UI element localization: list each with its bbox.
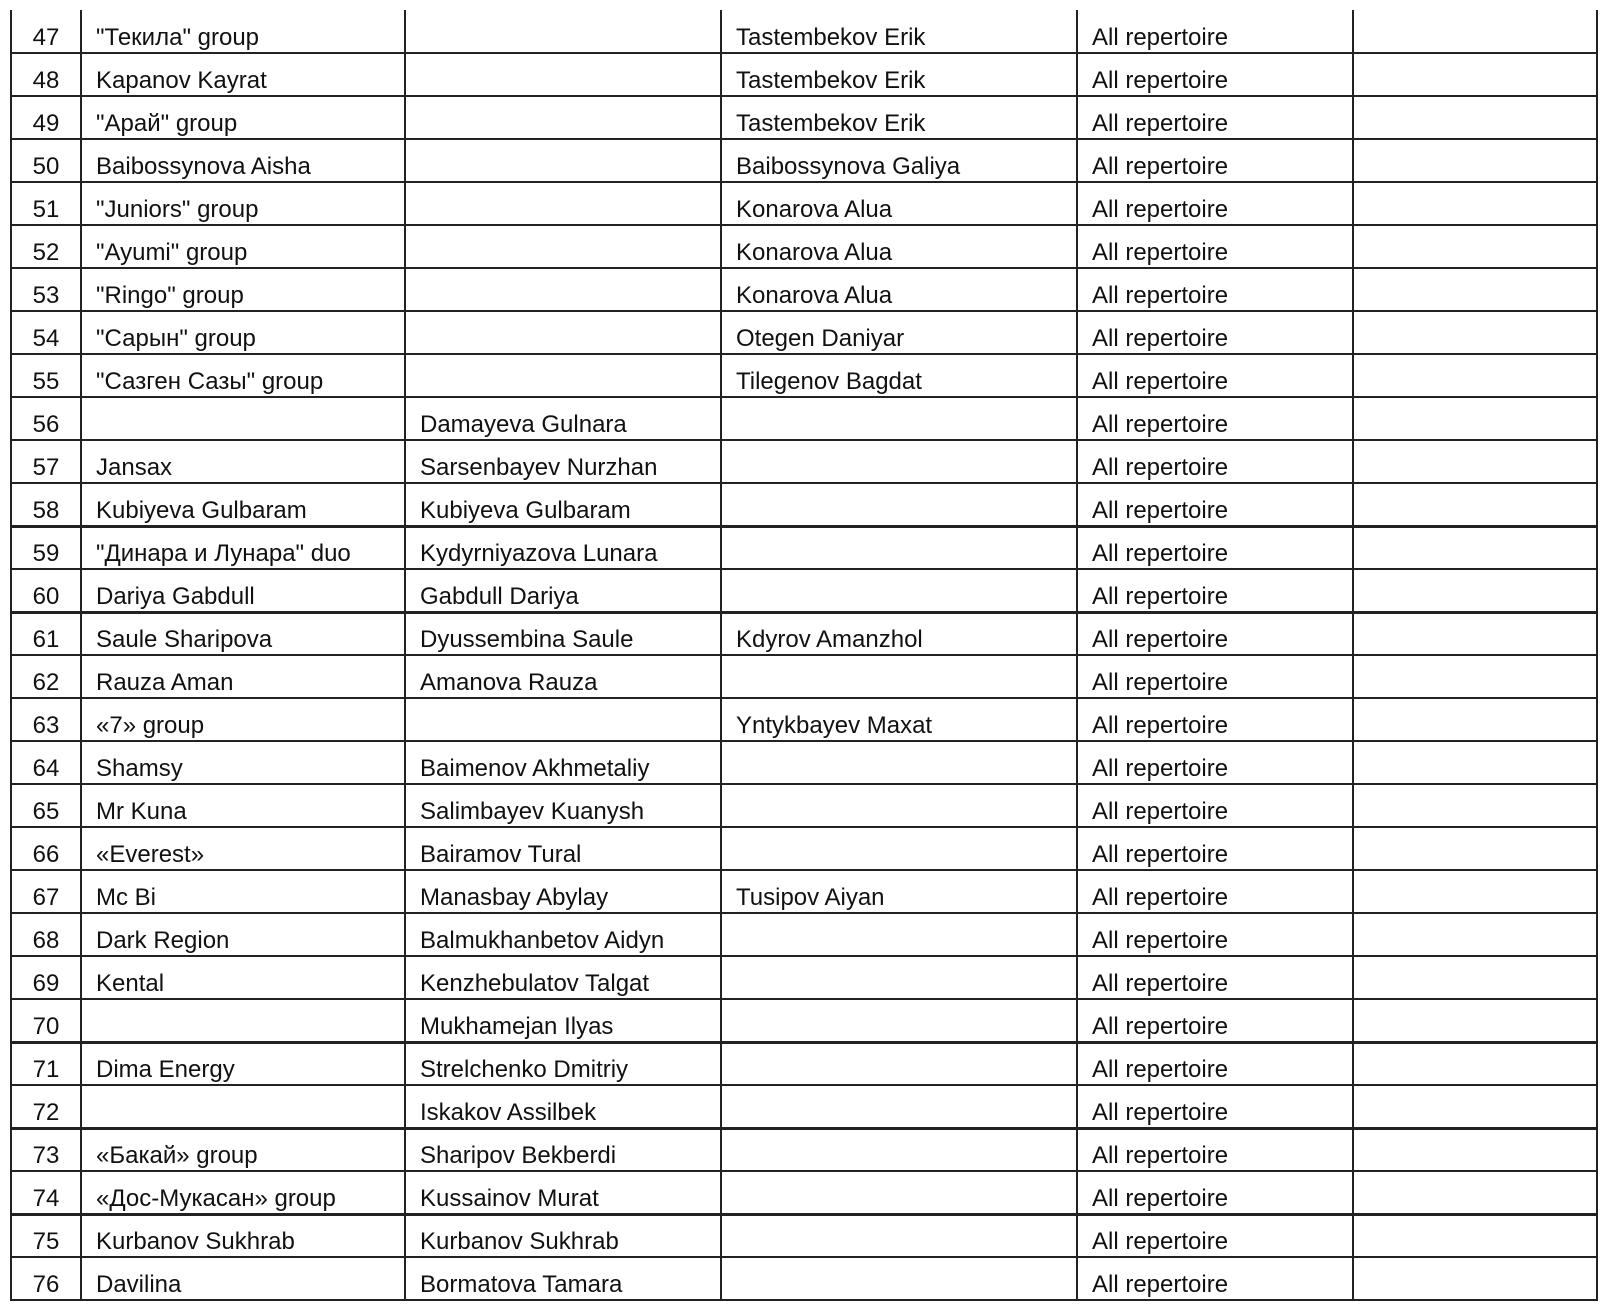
repertoire-cell: All repertoire — [1077, 1085, 1353, 1128]
author-cell: Kussainov Murat — [405, 1171, 721, 1214]
performer-cell: Dark Region — [81, 913, 405, 956]
performer-cell: "Сарын" group — [81, 311, 405, 354]
row-number-cell: 55 — [11, 354, 81, 397]
author-cell: Amanova Rauza — [405, 655, 721, 698]
author-cell: Gabdull Dariya — [405, 569, 721, 612]
row-number-cell: 60 — [11, 569, 81, 612]
composer-cell: Konarova Alua — [721, 182, 1077, 225]
author-cell — [405, 698, 721, 741]
repertoire-cell: All repertoire — [1077, 354, 1353, 397]
repertoire-cell: All repertoire — [1077, 698, 1353, 741]
repertoire-cell: All repertoire — [1077, 1214, 1353, 1257]
repertoire-cell: All repertoire — [1077, 1257, 1353, 1300]
author-cell: Damayeva Gulnara — [405, 397, 721, 440]
repertoire-cell: All repertoire — [1077, 440, 1353, 483]
table-row — [11, 870, 1597, 913]
performer-cell: "Ringo" group — [81, 268, 405, 311]
row-number-cell: 67 — [11, 870, 81, 913]
composer-cell — [721, 827, 1077, 870]
composer-cell — [721, 397, 1077, 440]
table-row — [11, 784, 1597, 827]
empty-cell — [1353, 698, 1597, 741]
table-row — [11, 569, 1597, 612]
author-cell: Kydyrniyazova Lunara — [405, 526, 721, 569]
composer-cell — [721, 440, 1077, 483]
performer-cell: "Juniors" group — [81, 182, 405, 225]
row-number-cell: 48 — [11, 53, 81, 96]
row-number-cell: 73 — [11, 1128, 81, 1171]
performer-cell: «Бакай» group — [81, 1128, 405, 1171]
repertoire-cell: All repertoire — [1077, 139, 1353, 182]
performer-cell: Kurbanov Sukhrab — [81, 1214, 405, 1257]
repertoire-cell: All repertoire — [1077, 10, 1353, 53]
composer-cell — [721, 1085, 1077, 1128]
author-cell — [405, 225, 721, 268]
empty-cell — [1353, 53, 1597, 96]
row-number-cell: 64 — [11, 741, 81, 784]
performer-cell: "Сазген Сазы" group — [81, 354, 405, 397]
performer-cell: Davilina — [81, 1257, 405, 1300]
empty-cell — [1353, 569, 1597, 612]
repertoire-cell: All repertoire — [1077, 483, 1353, 526]
author-cell: Kurbanov Sukhrab — [405, 1214, 721, 1257]
row-number-cell: 65 — [11, 784, 81, 827]
table-row — [11, 268, 1597, 311]
table-row — [11, 311, 1597, 354]
row-number-cell: 76 — [11, 1257, 81, 1300]
author-cell: Baimenov Akhmetaliy — [405, 741, 721, 784]
composer-cell: Kdyrov Amanzhol — [721, 612, 1077, 655]
author-cell: Strelchenko Dmitriy — [405, 1042, 721, 1085]
table-row — [11, 1128, 1597, 1171]
table-row — [11, 1085, 1597, 1128]
empty-cell — [1353, 354, 1597, 397]
row-number-cell: 59 — [11, 526, 81, 569]
table-row — [11, 483, 1597, 526]
composer-cell: Tastembekov Erik — [721, 53, 1077, 96]
row-number-cell: 63 — [11, 698, 81, 741]
composer-cell: Tastembekov Erik — [721, 10, 1077, 53]
table-body — [11, 10, 1597, 1300]
repertoire-cell: All repertoire — [1077, 655, 1353, 698]
composer-cell — [721, 655, 1077, 698]
author-cell: Balmukhanbetov Aidyn — [405, 913, 721, 956]
repertoire-cell: All repertoire — [1077, 999, 1353, 1042]
repertoire-cell: All repertoire — [1077, 1171, 1353, 1214]
empty-cell — [1353, 784, 1597, 827]
performer-cell: Kapanov Kayrat — [81, 53, 405, 96]
composer-cell — [721, 1171, 1077, 1214]
empty-cell — [1353, 311, 1597, 354]
table-row — [11, 999, 1597, 1042]
performer-cell: Mr Kuna — [81, 784, 405, 827]
rights-holder-table — [10, 10, 1598, 1301]
composer-cell: Tilegenov Bagdat — [721, 354, 1077, 397]
repertoire-cell: All repertoire — [1077, 569, 1353, 612]
composer-cell — [721, 913, 1077, 956]
performer-cell: "Арай" group — [81, 96, 405, 139]
composer-cell — [721, 569, 1077, 612]
row-number-cell: 62 — [11, 655, 81, 698]
table-row — [11, 10, 1597, 53]
repertoire-cell: All repertoire — [1077, 1128, 1353, 1171]
composer-cell — [721, 1214, 1077, 1257]
row-number-cell: 52 — [11, 225, 81, 268]
author-cell — [405, 139, 721, 182]
repertoire-cell: All repertoire — [1077, 1042, 1353, 1085]
performer-cell — [81, 1085, 405, 1128]
table-row — [11, 440, 1597, 483]
empty-cell — [1353, 1128, 1597, 1171]
composer-cell — [721, 999, 1077, 1042]
row-number-cell: 51 — [11, 182, 81, 225]
composer-cell: Tastembekov Erik — [721, 96, 1077, 139]
empty-cell — [1353, 1257, 1597, 1300]
author-cell: Sharipov Bekberdi — [405, 1128, 721, 1171]
author-cell — [405, 268, 721, 311]
empty-cell — [1353, 268, 1597, 311]
empty-cell — [1353, 999, 1597, 1042]
author-cell — [405, 96, 721, 139]
composer-cell — [721, 526, 1077, 569]
empty-cell — [1353, 655, 1597, 698]
author-cell: Iskakov Assilbek — [405, 1085, 721, 1128]
performer-cell — [81, 397, 405, 440]
row-number-cell: 74 — [11, 1171, 81, 1214]
empty-cell — [1353, 741, 1597, 784]
performer-cell: Baibossynova Aisha — [81, 139, 405, 182]
author-cell — [405, 53, 721, 96]
author-cell — [405, 10, 721, 53]
table-row — [11, 913, 1597, 956]
empty-cell — [1353, 1085, 1597, 1128]
author-cell: Dyussembina Saule — [405, 612, 721, 655]
repertoire-cell: All repertoire — [1077, 182, 1353, 225]
row-number-cell: 61 — [11, 612, 81, 655]
author-cell: Kubiyeva Gulbaram — [405, 483, 721, 526]
empty-cell — [1353, 870, 1597, 913]
repertoire-cell: All repertoire — [1077, 913, 1353, 956]
author-cell: Mukhamejan Ilyas — [405, 999, 721, 1042]
author-cell: Salimbayev Kuanysh — [405, 784, 721, 827]
author-cell: Bairamov Tural — [405, 827, 721, 870]
performer-cell: Mc Bi — [81, 870, 405, 913]
repertoire-cell: All repertoire — [1077, 956, 1353, 999]
performer-cell: Rauza Aman — [81, 655, 405, 698]
empty-cell — [1353, 827, 1597, 870]
repertoire-cell: All repertoire — [1077, 397, 1353, 440]
table-row — [11, 1171, 1597, 1214]
repertoire-cell: All repertoire — [1077, 225, 1353, 268]
empty-cell — [1353, 139, 1597, 182]
author-cell: Kenzhebulatov Talgat — [405, 956, 721, 999]
performer-cell: "Ayumi" group — [81, 225, 405, 268]
empty-cell — [1353, 10, 1597, 53]
repertoire-cell: All repertoire — [1077, 612, 1353, 655]
empty-cell — [1353, 1042, 1597, 1085]
repertoire-cell: All repertoire — [1077, 784, 1353, 827]
row-number-cell: 50 — [11, 139, 81, 182]
performer-cell: Saule Sharipova — [81, 612, 405, 655]
empty-cell — [1353, 913, 1597, 956]
document-page — [10, 10, 1596, 1301]
empty-cell — [1353, 225, 1597, 268]
row-number-cell: 68 — [11, 913, 81, 956]
empty-cell — [1353, 1214, 1597, 1257]
table-row — [11, 225, 1597, 268]
composer-cell — [721, 1257, 1077, 1300]
row-number-cell: 71 — [11, 1042, 81, 1085]
repertoire-cell: All repertoire — [1077, 741, 1353, 784]
performer-cell: Kubiyeva Gulbaram — [81, 483, 405, 526]
author-cell — [405, 354, 721, 397]
row-number-cell: 49 — [11, 96, 81, 139]
row-number-cell: 58 — [11, 483, 81, 526]
performer-cell: Kental — [81, 956, 405, 999]
performer-cell: Dariya Gabdull — [81, 569, 405, 612]
repertoire-cell: All repertoire — [1077, 53, 1353, 96]
table-row — [11, 698, 1597, 741]
empty-cell — [1353, 483, 1597, 526]
empty-cell — [1353, 182, 1597, 225]
composer-cell: Konarova Alua — [721, 225, 1077, 268]
composer-cell — [721, 1128, 1077, 1171]
repertoire-cell: All repertoire — [1077, 96, 1353, 139]
table-row — [11, 956, 1597, 999]
table-row — [11, 612, 1597, 655]
table-row — [11, 96, 1597, 139]
table-row — [11, 1214, 1597, 1257]
performer-cell: «7» group — [81, 698, 405, 741]
composer-cell — [721, 956, 1077, 999]
performer-cell: Dima Energy — [81, 1042, 405, 1085]
row-number-cell: 69 — [11, 956, 81, 999]
performer-cell: «Дос-Мукасан» group — [81, 1171, 405, 1214]
row-number-cell: 53 — [11, 268, 81, 311]
row-number-cell: 75 — [11, 1214, 81, 1257]
table-row — [11, 1042, 1597, 1085]
composer-cell: Baibossynova Galiya — [721, 139, 1077, 182]
row-number-cell: 54 — [11, 311, 81, 354]
author-cell — [405, 311, 721, 354]
composer-cell — [721, 483, 1077, 526]
composer-cell: Yntykbayev Maxat — [721, 698, 1077, 741]
performer-cell: «Everest» — [81, 827, 405, 870]
table-row — [11, 655, 1597, 698]
composer-cell: Otegen Daniyar — [721, 311, 1077, 354]
composer-cell — [721, 741, 1077, 784]
row-number-cell: 66 — [11, 827, 81, 870]
composer-cell: Tusipov Aiyan — [721, 870, 1077, 913]
empty-cell — [1353, 526, 1597, 569]
empty-cell — [1353, 612, 1597, 655]
performer-cell: Shamsy — [81, 741, 405, 784]
author-cell: Manasbay Abylay — [405, 870, 721, 913]
empty-cell — [1353, 397, 1597, 440]
empty-cell — [1353, 440, 1597, 483]
author-cell — [405, 182, 721, 225]
table-row — [11, 1257, 1597, 1300]
repertoire-cell: All repertoire — [1077, 268, 1353, 311]
empty-cell — [1353, 96, 1597, 139]
row-number-cell: 57 — [11, 440, 81, 483]
table-row — [11, 526, 1597, 569]
performer-cell — [81, 999, 405, 1042]
table-row — [11, 397, 1597, 440]
table-row — [11, 182, 1597, 225]
performer-cell: Jansax — [81, 440, 405, 483]
composer-cell: Konarova Alua — [721, 268, 1077, 311]
author-cell: Sarsenbayev Nurzhan — [405, 440, 721, 483]
performer-cell: "Текила" group — [81, 10, 405, 53]
row-number-cell: 72 — [11, 1085, 81, 1128]
composer-cell — [721, 784, 1077, 827]
author-cell: Bormatova Tamara — [405, 1257, 721, 1300]
table-row — [11, 53, 1597, 96]
table-row — [11, 139, 1597, 182]
performer-cell: "Динара и Лунара" duo — [81, 526, 405, 569]
row-number-cell: 70 — [11, 999, 81, 1042]
table-row — [11, 741, 1597, 784]
repertoire-cell: All repertoire — [1077, 870, 1353, 913]
repertoire-cell: All repertoire — [1077, 526, 1353, 569]
table-row — [11, 354, 1597, 397]
repertoire-cell: All repertoire — [1077, 311, 1353, 354]
table-row — [11, 827, 1597, 870]
composer-cell — [721, 1042, 1077, 1085]
empty-cell — [1353, 956, 1597, 999]
repertoire-cell: All repertoire — [1077, 827, 1353, 870]
empty-cell — [1353, 1171, 1597, 1214]
row-number-cell: 47 — [11, 10, 81, 53]
row-number-cell: 56 — [11, 397, 81, 440]
